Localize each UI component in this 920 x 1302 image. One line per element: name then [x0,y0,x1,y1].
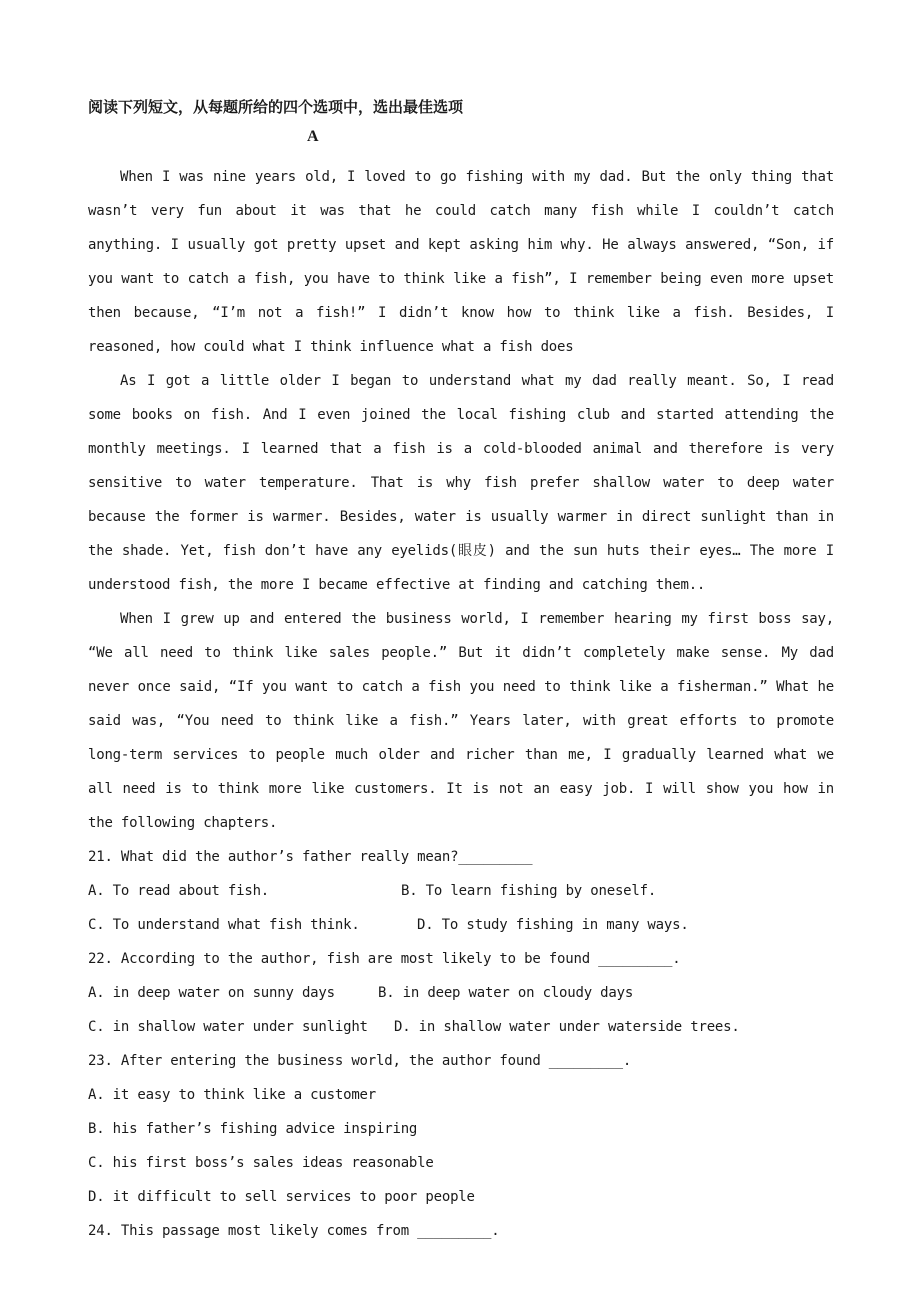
option-c: C. To understand what fish think. [88,917,360,933]
options-row [88,908,834,942]
reading-passage [88,160,834,840]
passage-paragraph-1: When I was nine years old, I loved to go fishing with my dad. But the only thing that wasn’t very fun about it was that he could catch many fish while I couldn’t catch anything. I usually got pretty upset and kept asking him why. He always answered, “Son, if you want to catch a fish, you have to think like a fish”, I remember being even more upset then because, “I’m not a fish!” I didn’t know how to think like a fish. Besides, I reasoned, how could what I think influence what a fish does [88,169,834,355]
instruction-heading: 阅读下列短文，从每题所给的四个选项中，选出最佳选项 [88,98,464,116]
exam-page [88,96,834,1248]
question-23 [88,1044,834,1214]
option-a: A. To read about fish. [88,883,270,899]
option-b: B. his father’s fishing advice inspiring [88,1121,418,1137]
question-21 [88,840,834,942]
options-row [88,976,834,1010]
option-d: D. To study fishing in many ways. [417,917,689,933]
option-c: C. his first boss’s sales ideas reasonable [88,1155,434,1171]
option-d: D. it difficult to sell services to poor people [88,1189,475,1205]
section-label: A [307,128,319,145]
options-row [88,1010,834,1044]
question-stem: 21. What did the author’s father really mean?_________ [88,849,533,865]
question-24 [88,1214,834,1248]
options-row [88,874,834,908]
question-stem: 22. According to the author, fish are most likely to be found _________. [88,951,681,967]
option-a: A. it easy to think like a customer [88,1087,377,1103]
option-b: B. To learn fishing by oneself. [401,883,657,899]
question-stem: 23. After entering the business world, the author found _________. [88,1053,632,1069]
question-stem: 24. This passage most likely comes from _________. [88,1223,500,1239]
passage-paragraph-3: When I grew up and entered the business world, I remember hearing my first boss say, “We all need to think like sales people.” But it didn’t completely make sense. My dad never once said, “If you want to catch a fish you need to think like a fisherman.” What he said was, “You need to think like a fish.” Years later, with great efforts to promote long-term services to people much older and richer than me, I gradually learned what we all need is to think more like customers. It is not an easy job. I will show you how in the following chapters. [88,611,834,831]
passage-paragraph-2: As I got a little older I began to understand what my dad really meant. So, I read some books on fish. And I even joined the local fishing club and started attending the monthly meetings. I learned that a fish is a cold-blooded animal and therefore is very sensitive to water temperature. That is why fish prefer shallow water to deep water because the former is warmer. Besides, water is usually warmer in direct sunlight than in the shade. Yet, fish don’t have any eyelids(眼皮) and the sun huts their eyes… The more I understood fish, the more I became effective at finding and catching them.. [88,373,834,593]
option-a: A. in deep water on sunny days [88,985,335,1001]
option-d: D. in shallow water under waterside trees. [394,1019,740,1035]
option-b: B. in deep water on cloudy days [378,985,634,1001]
option-c: C. in shallow water under sunlight [88,1019,368,1035]
question-22 [88,942,834,1044]
